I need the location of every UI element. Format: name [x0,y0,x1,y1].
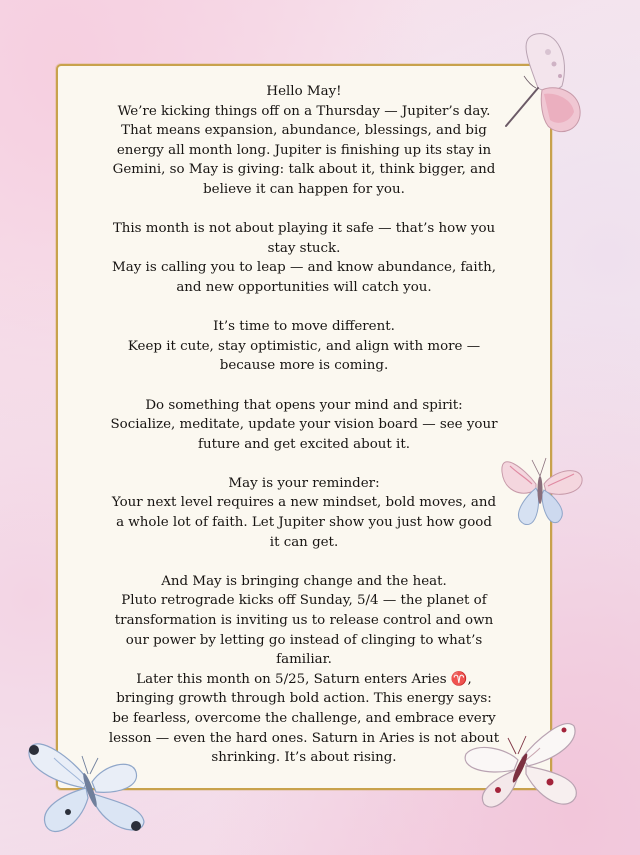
letter-body [96,82,512,768]
paragraph-greeting [96,82,512,200]
text-line: It’s time to move different. [213,319,395,335]
butterfly-icon [456,712,586,816]
text-line: energy all month long. Jupiter is finishing up its stay in [116,142,492,158]
text-line: Gemini, so May is giving: talk about it, think bigger, and [112,162,496,178]
paragraph-leap [96,219,512,297]
text-line: lesson — even the hard ones. Saturn in Aries is not about [108,730,500,746]
text-line: Socialize, meditate, update your vision board — see your [110,417,498,433]
text-line: familiar. [276,652,332,668]
paragraph-move-different [96,317,512,376]
text-line: Your next level requires a new mindset, bold moves, and [111,495,497,511]
text-line: our power by letting go instead of clinging to what’s [125,632,483,648]
text-line: stay stuck. [267,240,341,256]
text-line: Keep it cute, stay optimistic, and align with more — [127,338,481,354]
butterfly-icon [488,30,588,142]
butterfly-middle-right [502,458,582,525]
text-line: because more is coming. [219,358,389,374]
text-line: That means expansion, abundance, blessings, and big [121,123,487,139]
text-line: May is your reminder: [228,475,380,491]
text-line: shrinking. It’s about rising. [211,750,397,766]
butterfly-icon [496,446,588,530]
butterfly-icon [24,728,154,840]
text-line: Hello May! [266,84,342,99]
text-line: be fearless, overcome the challenge, and embrace every [112,711,496,726]
text-line: May is calling you to leap — and know abundance, faith, [112,260,496,276]
text-line: transformation is inviting us to release control and own [114,613,494,629]
text-line: Pluto retrograde kicks off Sunday, 5/4 — the planet of [121,593,487,609]
text-line: Later this month on 5/25, Saturn enters Aries ♈️, [136,671,472,687]
text-line: Do something that opens your mind and spirit: [145,397,463,413]
text-line: bringing growth through bold action. This energy says: [116,691,492,707]
butterfly-bottom-left [29,744,144,832]
butterfly-bottom-right [465,724,576,807]
butterfly-top-right [506,34,580,132]
paragraph-change-heat [96,572,512,768]
text-line: This month is not about playing it safe — that’s how you [112,221,496,237]
text-line: We’re kicking things off on a Thursday — Jupiter’s day. [117,103,491,119]
text-line: believe it can happen for you. [203,181,405,197]
paragraph-mind-spirit [96,396,512,455]
text-line: it can get. [269,534,339,550]
text-line: and new opportunities will catch you. [176,279,432,295]
text-line: future and get excited about it. [198,436,410,452]
text-line: a whole lot of faith. Let Jupiter show you just how good [116,515,492,531]
paragraph-reminder [96,474,512,552]
text-line: And May is bringing change and the heat. [161,573,447,589]
